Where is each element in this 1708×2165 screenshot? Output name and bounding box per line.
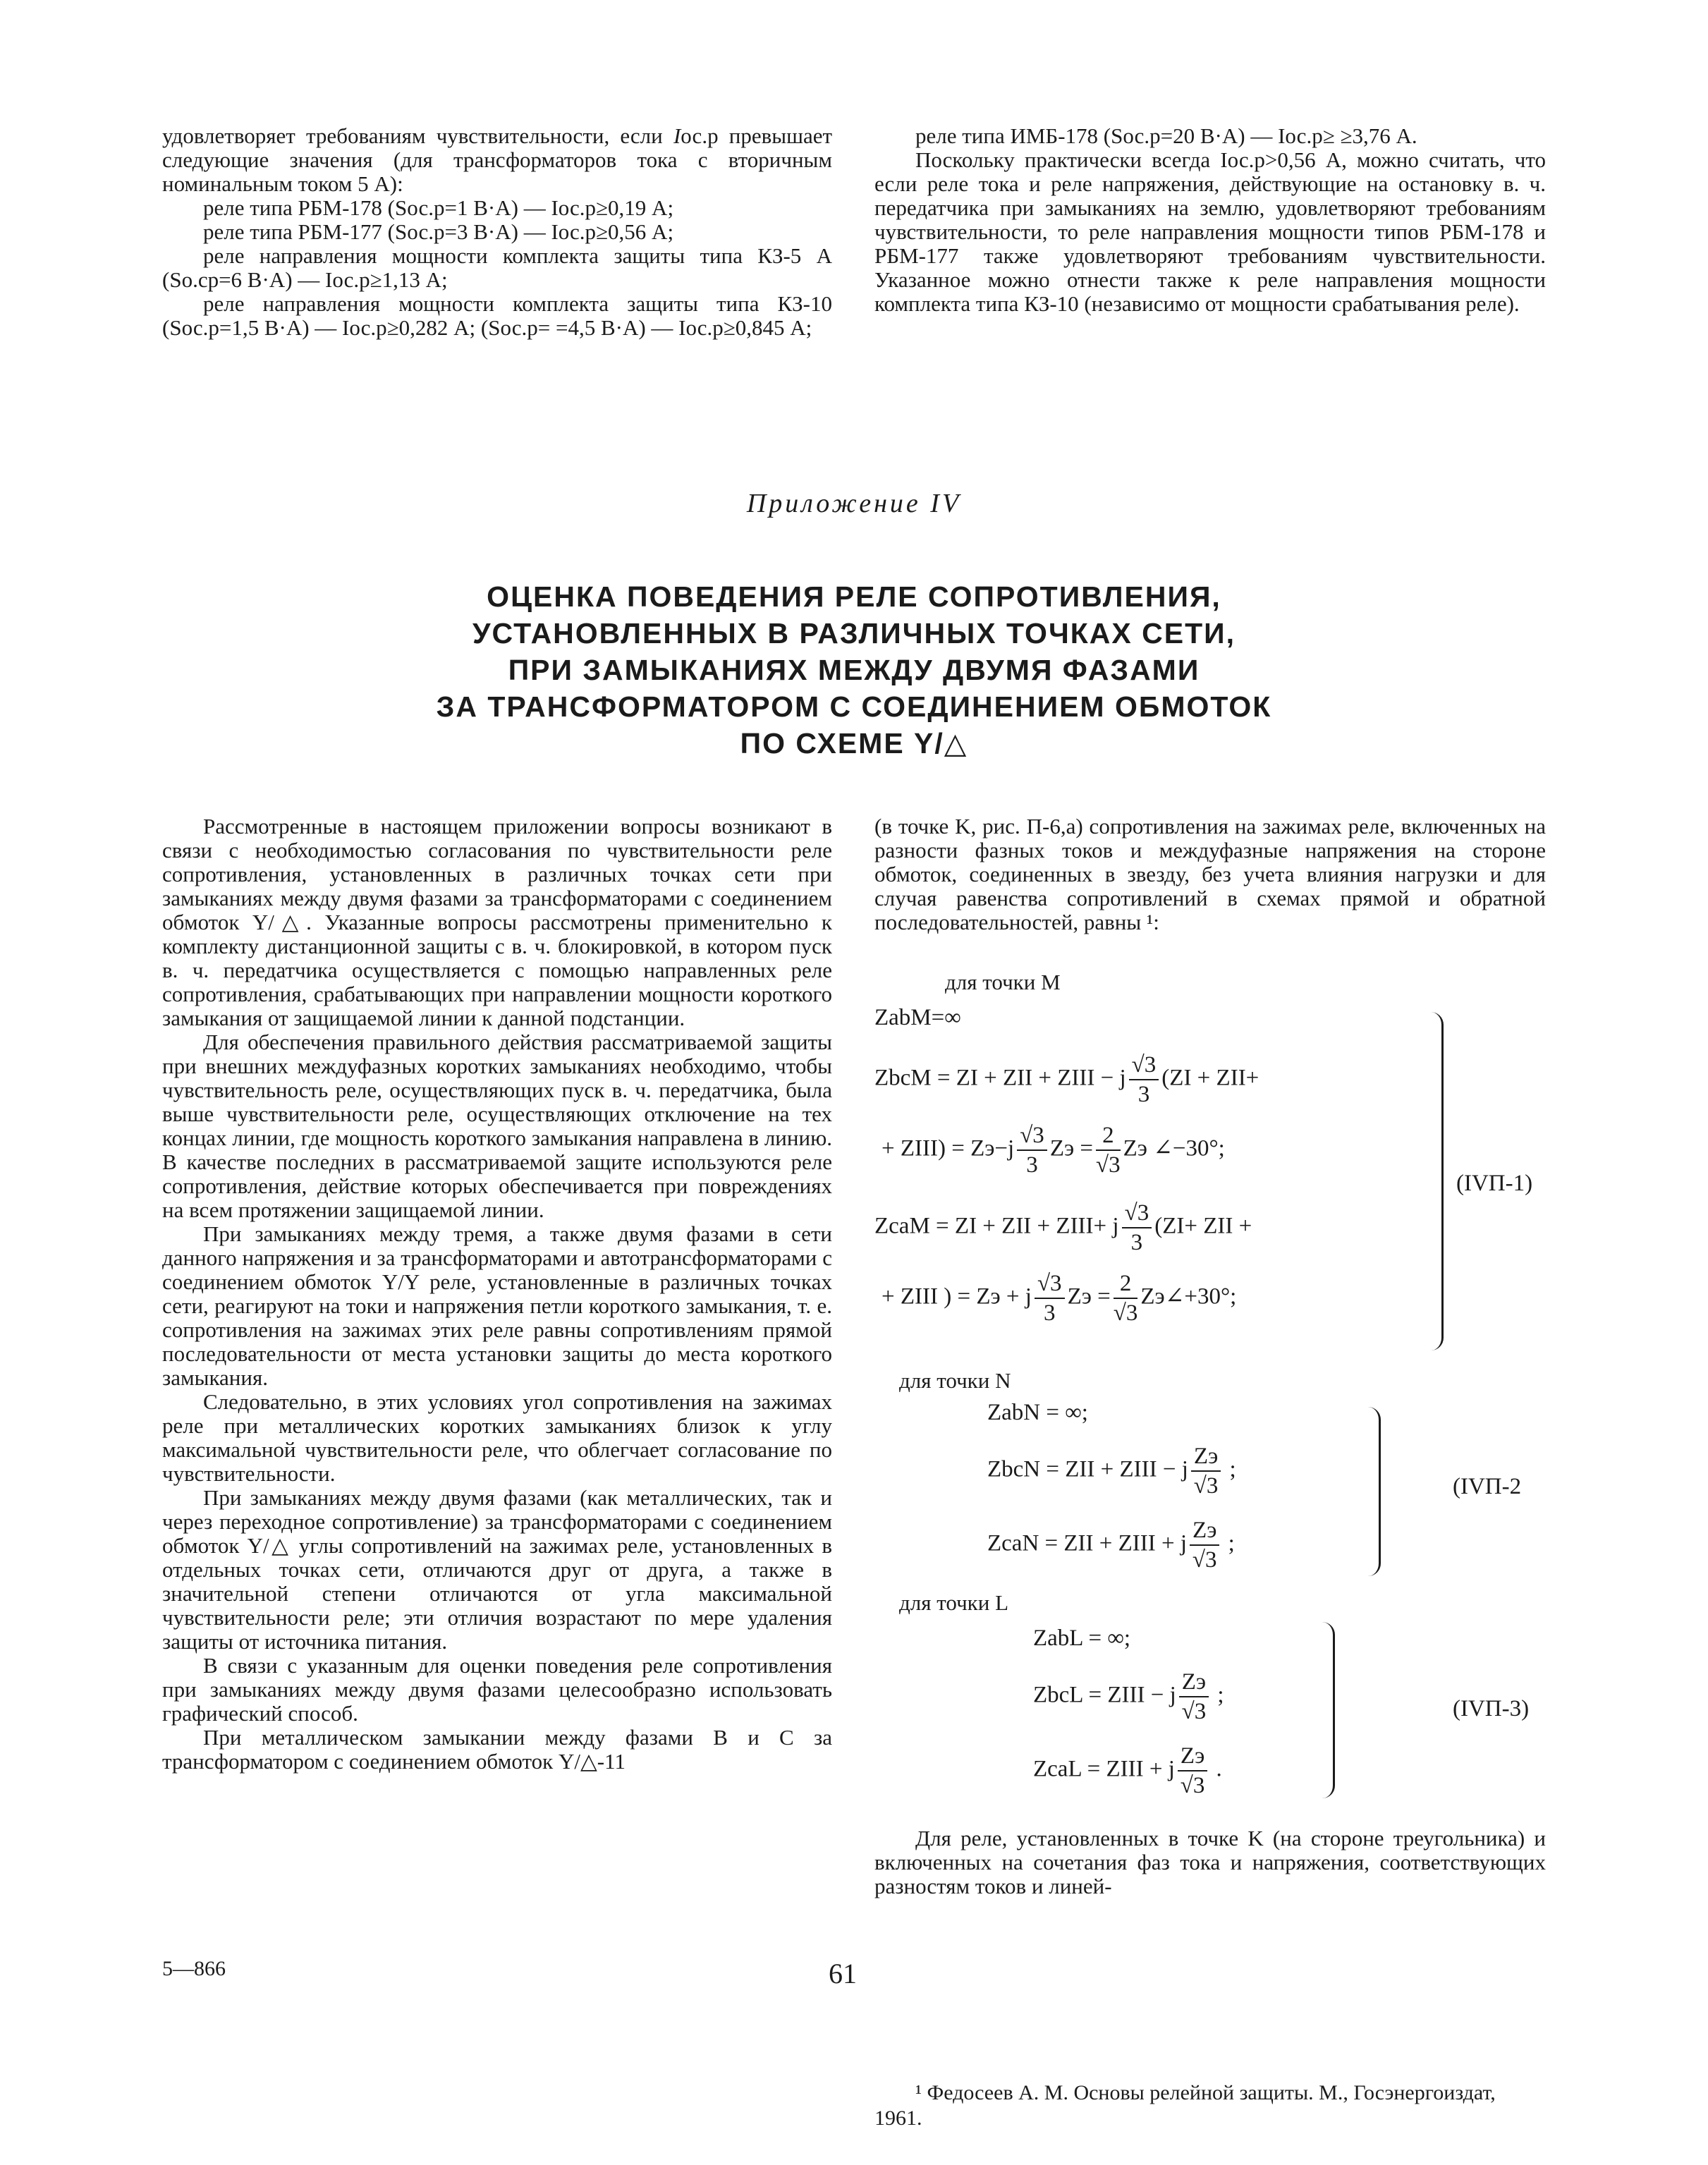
right-brace [1319,1622,1335,1798]
fraction: $\frac{√3}{3}$ [1122,1199,1152,1257]
body-left-column [162,815,832,1774]
list-item: реле типа РБМ-177 (Sос.р=3 В·А) — Iос.р≥0,56 А; [203,219,674,244]
paragraph: При замыканиях между тремя, а также двумя фазами в сети данного напряжения и за трансформаторами и автотрансформаторами с соединением обмоток Y/Y реле, установленные в различных точках сети, реагируют на токи и напряжения петли короткого замыкания, т. е. сопротивления на зажимах этих реле равны сопротивлениям прямой последовательности от места установки защиты до места короткого замыкания. [162,1221,832,1390]
body-right-column [874,815,1546,934]
list-item: реле направления мощности комплекта защиты типа КЗ-5 А (Sо.ср=6 В·А) — Iос.р≥1,13 А; [162,243,832,292]
equation-line: ZbcM = ZI + ZII + ZIII − j $\frac{√3}{3}$ (ZI + ZII+ [874,1052,1259,1107]
paragraph: Для реле, установленных в точке K (на стороне треугольника) и включенных на сочетания фаз тока и напряжения, соответствующих разностям токов и линей- [874,1826,1546,1898]
equation-number: (IVП-2 [1453,1474,1522,1499]
title-line: ПРИ ЗАМЫКАНИЯХ МЕЖДУ ДВУМЯ ФАЗАМИ [508,654,1200,686]
paragraph: При металлическом замыкании между фазами B и C за трансформатором с соединением обмоток Y/△-11 [162,1725,832,1774]
equation-line: + ZIII ) = Zэ + j $\frac{√3}{3}$ Zэ = $\frac{2}{√3}$ Zэ∠+30°; [882,1271,1237,1326]
title-line: УСТАНОВЛЕННЫХ В РАЗЛИЧНЫХ ТОЧКАХ СЕТИ, [472,617,1236,650]
equation-line: ZabN = ∞; [987,1400,1088,1425]
top-right-column [874,124,1546,316]
fraction: $\frac{2}{√3}$ [1096,1123,1121,1178]
list-item: реле типа РБМ-178 (Sос.р=1 В·А) — Iос.р≥0,19 А; [203,195,674,220]
fraction: $\frac{√3}{3}$ [1035,1269,1065,1327]
equation-number: (IVП-1) [1456,1171,1533,1196]
footnote [874,2080,1546,2131]
page-number: 61 [829,1958,857,1989]
footnote-text: ¹ Федосеев А. М. Основы релейной защиты. М., Госэнергоиздат, 1961. [874,2081,1496,2130]
fraction: $\frac{Zэ}{√3}$ [1179,1668,1209,1726]
list-item: реле направления мощности комплекта защиты типа КЗ-10 (Sос.р=1,5 В·А) — Iос.р≥0,282 А; (Sос.р= =4,5 В·А) — Iос.р≥0,845 А; [162,291,832,340]
equation-line: ZabL = ∞; [1033,1626,1131,1651]
body-right-end [874,1826,1546,1898]
title-line: ЗА ТРАНСФОРМАТОРОМ С СОЕДИНЕНИЕМ ОБМОТОК [436,690,1272,723]
list-item: реле типа ИМБ-178 (Sос.р=20 В·А) — Iос.р≥ ≥3,76 А. [915,123,1417,148]
point-l-label: для точки L [899,1590,1009,1615]
right-brace [1365,1407,1381,1576]
right-brace [1425,1012,1444,1350]
fraction: $\frac{Zэ}{√3}$ [1190,1516,1219,1574]
equation-line: + ZIII) = Zэ−j $\frac{√3}{3}$ Zэ = $\frac{2}{√3}$ Zэ ∠−30°; [882,1123,1225,1178]
equation-line: ZcaM = ZI + ZII + ZIII+ j $\frac{√3}{3}$ (ZI+ ZII + [874,1200,1252,1255]
equation-line: ZcaN = ZII + ZIII + j $\frac{Zэ}{√3}$ ; [987,1518,1235,1573]
top-left-column [162,124,832,340]
fraction: $\frac{√3}{3}$ [1017,1121,1047,1179]
paragraph: В связи с указанным для оценки поведения реле сопротивления при замыканиях между двумя фазами целесообразно использовать графический способ. [162,1653,832,1726]
printer-signature: 5—866 [162,1957,226,1980]
appendix-label: Приложение IV [746,489,962,518]
paragraph: Рассмотренные в настоящем приложении вопросы возникают в связи с необходимостью согласования по чувствительности реле сопротивления, установленных в различных точках сети при замыканиях между двумя фазами за трансформаторами с соединением обмоток Y/△. Указанные вопросы рассмотрены применительно к комплекту дистанционной защиты с в. ч. блокировкой, в котором пуск в. ч. передатчика осуществляется с помощью направленных реле сопротивления, срабатывающих при направлении мощности короткого замыкания от защищаемой линии к данной подстанции. [162,814,832,1030]
section-title [0,578,1708,762]
point-m-label: для точки M [945,970,1061,994]
paragraph: Поскольку практически всегда Iос.р>0,56 А, можно считать, что если реле тока и реле напряжения, действующие на остановку в. ч. передатчика при замыканиях на землю, удовлетворяют требованиям чувствительности, то реле направления мощности типов РБМ-178 и РБМ-177 также удовлетворяют требованиям чувствительности. Указанное можно отнести также к реле направления мощности комплекта типа КЗ-10 (независимо от мощности срабатывания реле). [874,147,1546,316]
fraction: $\frac{2}{√3}$ [1113,1271,1138,1326]
paragraph: удовлетворяет требованиям чувствительности, если Iос.р превышает следующие значения (для трансформаторов тока с вторичным номинальным током 5 А): [162,123,833,196]
paragraph: (в точке K, рис. П-6,а) сопротивления на зажимах реле, включенных на разности фазных токов и междуфазные напряжения на стороне обмоток, соединенных в звезду, без учета влияния нагрузки и для случая равенства сопротивлений в схемах прямой и обратной последовательностей, равны ¹: [874,814,1546,934]
point-n-label: для точки N [899,1368,1011,1393]
equation-number: (IVП-3) [1453,1696,1530,1721]
title-line: ОЦЕНКА ПОВЕДЕНИЯ РЕЛЕ СОПРОТИВЛЕНИЯ, [487,580,1221,613]
paragraph: Для обеспечения правильного действия рассматриваемой защиты при внешних междуфазных коротких замыканиях необходимо, чтобы чувствительность реле, осуществляющих пуск в. ч. передатчика, была выше чувствительности реле, осуществляющих отключение на тех концах линии, где мощность короткого замыкания направлена в линию. В качестве последних в рассматриваемой защите используются реле сопротивления, действие которых обеспечивается при повреждениях на всем протяжении защищаемой линии. [162,1030,832,1222]
equation-line: ZcaL = ZIII + j $\frac{Zэ}{√3}$ . [1033,1743,1222,1798]
fraction: $\frac{√3}{3}$ [1129,1051,1159,1109]
fraction: $\frac{Zэ}{√3}$ [1191,1442,1221,1500]
fraction: $\frac{Zэ}{√3}$ [1178,1742,1207,1800]
equation-line: ZbcN = ZII + ZIII − j $\frac{Zэ}{√3}$ ; [987,1444,1236,1499]
paragraph: При замыканиях между двумя фазами (как металлических, так и через переходное сопротивление) за трансформаторами с соединением обмоток Y/△ углы сопротивлений на зажимах реле, установленных в отдельных точках сети, отличаются друг от друга, а также в значительной степени отличаются от угла максимальной чувствительности реле; эти отличия возрастают по мере удаления защиты от источника питания. [162,1485,832,1654]
equation-line: ZabM=∞ [874,1005,961,1030]
equation-line: ZbcL = ZIII − j $\frac{Zэ}{√3}$ ; [1033,1669,1224,1724]
title-line: ПО СХЕМЕ Y/△ [740,727,968,760]
paragraph: Следовательно, в этих условиях угол сопротивления на зажимах реле при металлических коротких замыканиях близок к углу максимальной чувствительности реле, что облегчает согласование по чувствительности. [162,1389,832,1486]
